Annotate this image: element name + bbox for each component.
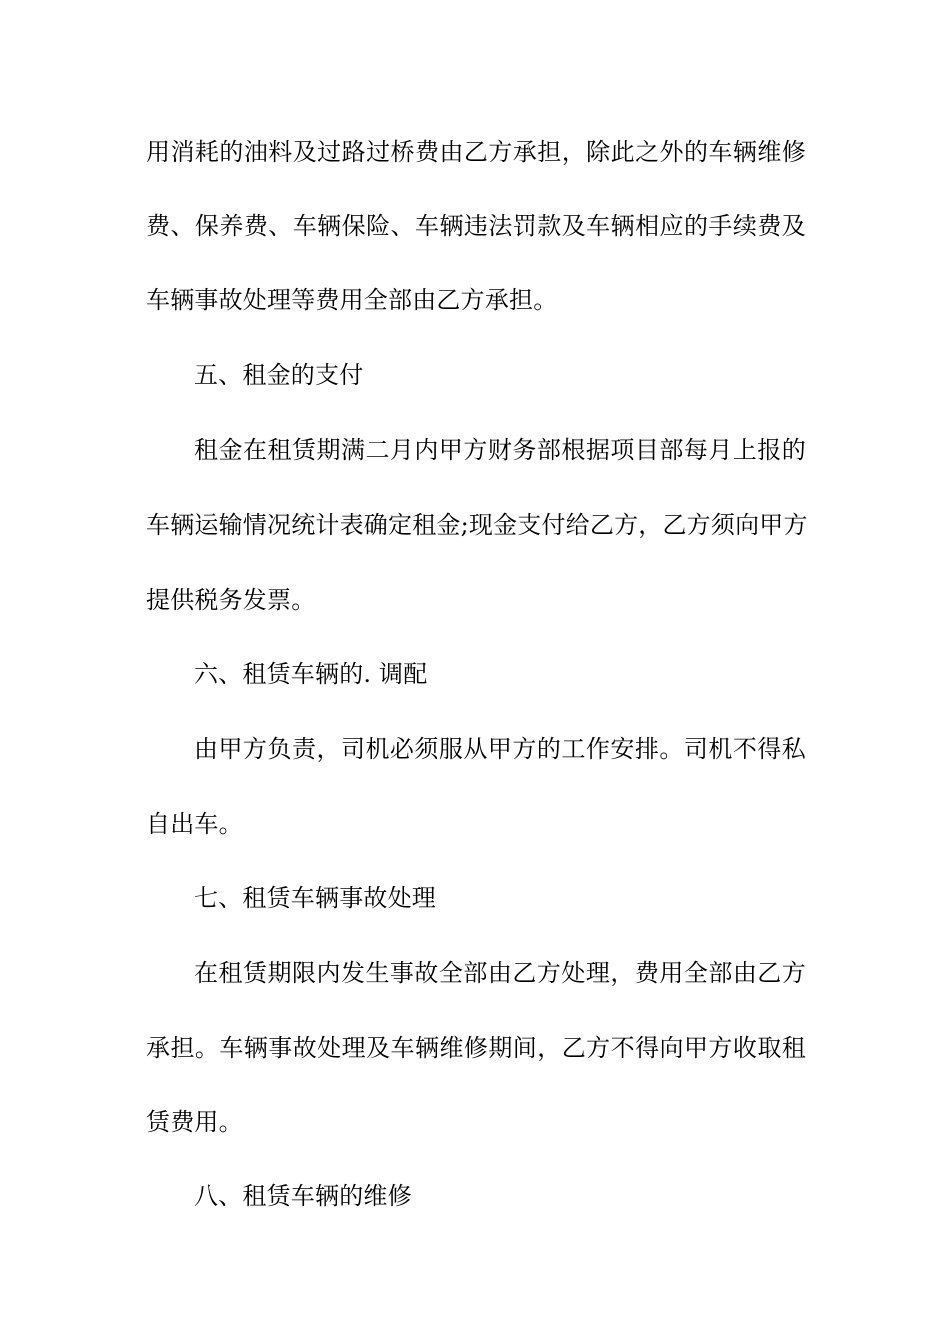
section-heading: 八、租赁车辆的维修 bbox=[194, 1182, 412, 1210]
paragraph-line: 承担。车辆事故处理及车辆维修期间，乙方不得向甲方收取租 bbox=[146, 1034, 806, 1062]
paragraph-line: 车辆事故处理等费用全部由乙方承担。 bbox=[146, 286, 558, 314]
paragraph-line: 费、保养费、车辆保险、车辆违法罚款及车辆相应的手续费及 bbox=[146, 212, 806, 240]
paragraph-line: 赁费用。 bbox=[146, 1108, 243, 1136]
paragraph-line: 提供税务发票。 bbox=[146, 586, 316, 614]
section-heading: 六、租赁车辆的. 调配 bbox=[194, 660, 428, 688]
paragraph-line: 由甲方负责，司机必须服从甲方的工作安排。司机不得私 bbox=[194, 735, 806, 763]
paragraph-line: 在租赁期限内发生事故全部由乙方处理，费用全部由乙方 bbox=[194, 959, 806, 987]
paragraph-line: 自出车。 bbox=[146, 810, 243, 838]
paragraph-line: 租金在租赁期满二月内甲方财务部根据项目部每月上报的 bbox=[194, 436, 806, 464]
section-heading: 五、租金的支付 bbox=[194, 361, 364, 389]
section-heading: 七、租赁车辆事故处理 bbox=[194, 884, 436, 912]
paragraph-line: 用消耗的油料及过路过桥费由乙方承担，除此之外的车辆维修 bbox=[146, 138, 806, 166]
paragraph-line: 车辆运输情况统计表确定租金;现金支付给乙方，乙方须向甲方 bbox=[146, 511, 808, 539]
